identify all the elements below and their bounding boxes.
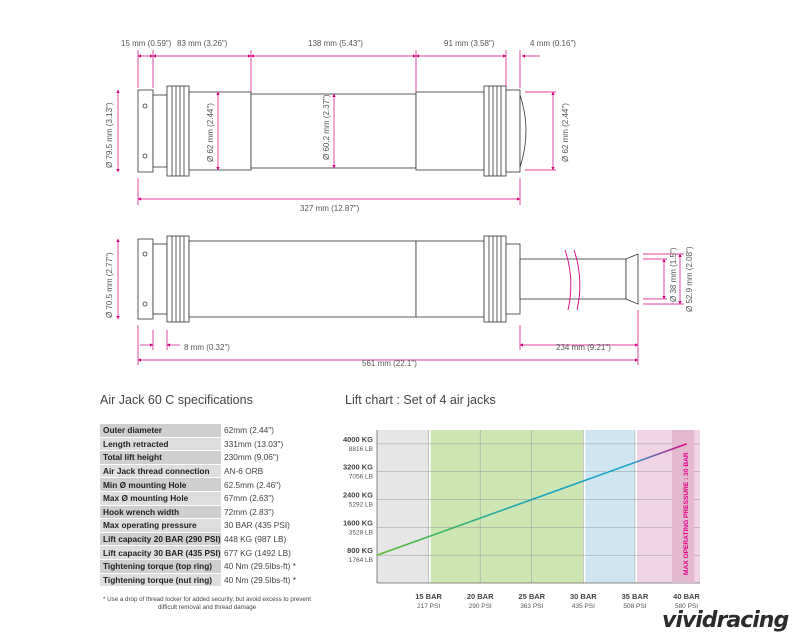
- spec-value: AN-6 ORB: [221, 464, 314, 478]
- x-tick-label-psi: 580 PSI: [674, 603, 699, 610]
- y-tick-label-kg: 800 KG: [347, 546, 373, 556]
- spec-label: Max Ø mounting Hole: [100, 491, 221, 505]
- spec-value: 448 KG (987 LB): [221, 532, 314, 546]
- spec-row: [100, 464, 314, 478]
- spec-value: 40 Nm (29.5lbs-ft) *: [221, 573, 314, 587]
- chart-band: [585, 430, 635, 583]
- chart-title: Lift chart : Set of 4 air jacks: [345, 393, 496, 407]
- y-tick-label-kg: 1600 KG: [342, 518, 373, 528]
- dim-561mm: 561 mm (22.1"): [362, 359, 417, 368]
- spec-label: Hook wrench width: [100, 505, 221, 519]
- chart-band: [431, 430, 584, 583]
- dim-15mm: 15 mm (0.59"): [121, 39, 172, 48]
- spec-value: 30 BAR (435 PSI): [221, 519, 314, 533]
- spec-label: Tightening torque (top ring): [100, 559, 221, 573]
- spec-value: 677 KG (1492 LB): [221, 546, 314, 560]
- lift-chart: [340, 420, 700, 620]
- dim-4mm: 4 mm (0.16"): [530, 39, 576, 48]
- x-tick-label-bar: 25 BAR: [518, 592, 546, 601]
- dim-327mm: 327 mm (12.87"): [300, 204, 360, 213]
- spec-row: [100, 519, 314, 533]
- spec-label: Air Jack thread connection: [100, 464, 221, 478]
- spec-row: [100, 437, 314, 451]
- x-tick-label-bar: 15 BAR: [415, 592, 442, 601]
- vividracing-logo: vividracing: [662, 608, 789, 633]
- x-tick-label-bar: 30 BAR: [570, 592, 597, 601]
- spec-value: 72mm (2.83"): [221, 505, 314, 519]
- x-tick-label-psi: 217 PSI: [417, 603, 441, 610]
- spec-label: Outer diameter: [100, 424, 221, 437]
- spec-row: [100, 505, 314, 519]
- spec-table: [100, 424, 314, 587]
- dim-diam-62-right: Ø 62 mm (2.44"): [561, 103, 570, 162]
- spec-value: 230mm (9.06"): [221, 451, 314, 465]
- x-tick-label-psi: 290 PSI: [468, 603, 492, 610]
- dim-138mm: 138 mm (5.43"): [308, 39, 363, 48]
- x-tick-label-psi: 508 PSI: [623, 603, 647, 610]
- y-tick-label-kg: 4000 KG: [342, 434, 373, 444]
- spec-label: Min Ø mounting Hole: [100, 478, 221, 492]
- spec-row: [100, 559, 314, 573]
- spec-label: Total lift height: [100, 451, 221, 465]
- y-tick-label-lb: 8816 LB: [348, 445, 373, 453]
- spec-row: [100, 546, 314, 560]
- dim-91mm: 91 mm (3.58"): [444, 39, 495, 48]
- spec-label: Lift capacity 20 BAR (290 PSI): [100, 532, 221, 546]
- x-tick-label-bar: 40 BAR: [673, 592, 700, 601]
- spec-label: Lift capacity 30 BAR (435 PSI): [100, 546, 221, 560]
- y-tick-label-lb: 1764 LB: [348, 557, 373, 565]
- jack-retracted-drawing: [138, 86, 526, 176]
- spec-title: Air Jack 60 C specifications: [100, 393, 253, 407]
- dim-diam-62-left: Ø 62 mm (2.44"): [206, 103, 215, 162]
- spec-label: Tightening torque (nut ring): [100, 573, 221, 587]
- spec-row: [100, 491, 314, 505]
- dim-diam-70: Ø 70.5 mm (2.77"): [105, 252, 114, 318]
- spec-value: 40 Nm (29.5lbs-ft) *: [221, 559, 314, 573]
- jack-extended-drawing: [138, 236, 638, 322]
- spec-footnote: * Use a drop of thread locker for added security, but avoid excess to prevent difficult removal and thread damage: [103, 596, 311, 611]
- spec-row: [100, 478, 314, 492]
- y-tick-label-lb: 3528 LB: [348, 529, 373, 537]
- x-tick-label-psi: 435 PSI: [571, 603, 595, 610]
- dim-diam-52: Ø 52.9 mm (2.08"): [685, 246, 694, 312]
- y-tick-label-lb: 7056 LB: [348, 473, 373, 481]
- spec-row: [100, 424, 314, 437]
- spec-row: [100, 573, 314, 587]
- spec-row: [100, 532, 314, 546]
- x-tick-label-bar: 35 BAR: [621, 592, 649, 601]
- spec-label: Length retracted: [100, 437, 221, 451]
- y-tick-label-lb: 5292 LB: [348, 501, 373, 509]
- chart-band: [377, 430, 429, 583]
- spec-value: 67mm (2.63"): [221, 491, 314, 505]
- dim-diam-38: Ø 38 mm (1.5"): [669, 247, 678, 302]
- spec-row: [100, 451, 314, 465]
- max-pressure-annotation: MAX OPERATING PRESSURE : 30 BAR: [683, 452, 690, 575]
- dim-8mm: 8 mm (0.32"): [184, 343, 230, 352]
- dim-diam-79: Ø 79.5 mm (3.13"): [105, 102, 114, 168]
- dim-diam-60: Ø 60.2 mm (2.37"): [322, 94, 331, 160]
- x-tick-label-psi: 363 PSI: [520, 603, 544, 610]
- spec-value: 62.5mm (2.46"): [221, 478, 314, 492]
- y-tick-label-kg: 3200 KG: [342, 462, 373, 472]
- spec-label: Max operating pressure: [100, 519, 221, 533]
- spec-value: 62mm (2.44"): [221, 424, 314, 437]
- x-tick-label-bar: 20 BAR: [466, 592, 494, 601]
- dim-234mm: 234 mm (9.21"): [556, 343, 611, 352]
- spec-value: 331mm (13.03"): [221, 437, 314, 451]
- y-tick-label-kg: 2400 KG: [342, 490, 373, 500]
- dim-83mm: 83 mm (3.26"): [177, 39, 228, 48]
